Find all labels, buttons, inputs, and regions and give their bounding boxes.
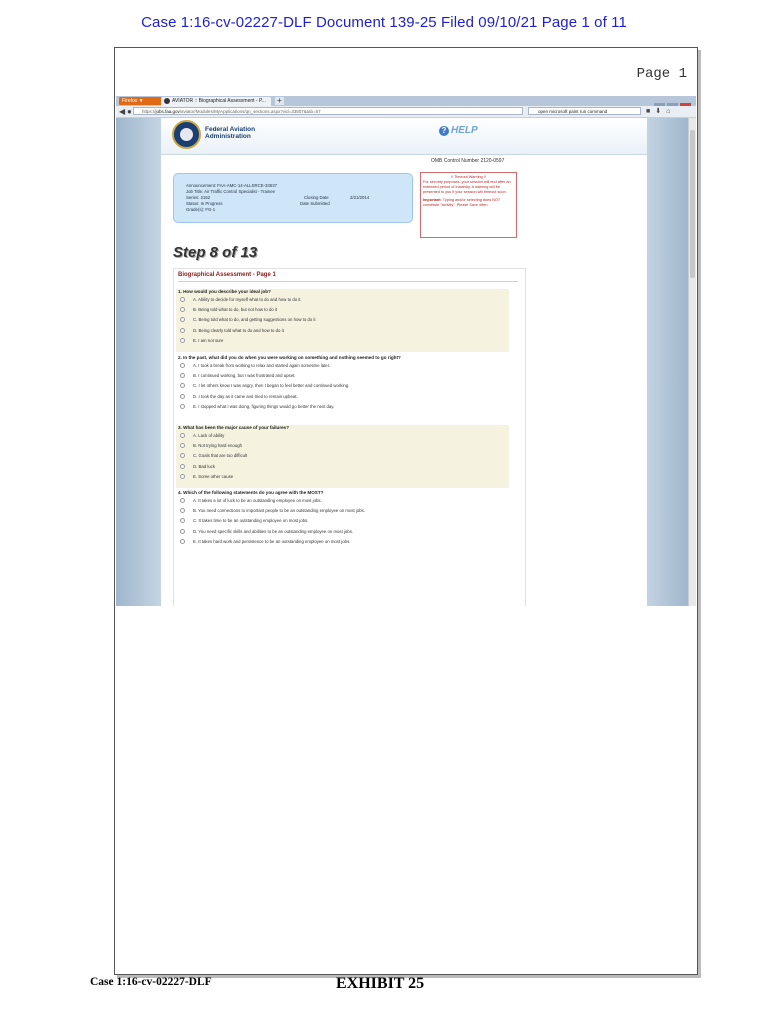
question-4 (176, 490, 509, 553)
radio-button[interactable] (180, 363, 185, 368)
help-icon: ? (439, 126, 449, 136)
help-button[interactable] (439, 125, 478, 136)
page-frame (114, 47, 698, 975)
question-text: 3. What has been the major cause of your failures? (178, 425, 290, 430)
option-4a[interactable] (178, 496, 507, 506)
radio-button[interactable] (180, 307, 185, 312)
agency-name (205, 126, 255, 140)
option-2d[interactable] (178, 392, 507, 402)
option-label: B. I continued working, but I was frustrated and upset. (193, 373, 296, 379)
radio-button[interactable] (180, 464, 185, 469)
radio-button[interactable] (180, 383, 185, 388)
question-3 (176, 425, 509, 488)
question-1 (176, 289, 509, 352)
option-label: D. Bad luck (193, 463, 215, 469)
section-divider (178, 281, 518, 282)
option-2a[interactable] (178, 361, 507, 371)
radio-button[interactable] (180, 433, 185, 438)
option-label: C. It takes time to be an outstanding employee on most jobs. (193, 518, 309, 524)
warning-important-label: Important: (423, 198, 442, 202)
option-label: B. You need connections to important people to be an outstanding employee on most jobs. (193, 508, 365, 514)
faa-seal-logo (172, 120, 201, 149)
radio-button[interactable] (180, 529, 185, 534)
option-4e[interactable] (178, 537, 507, 547)
grade-text: Grade(s): FG-1 (186, 207, 216, 212)
series-text: Series: 2152 (186, 195, 211, 200)
step-heading: Step 8 of 13 (173, 244, 258, 261)
radio-button[interactable] (180, 453, 185, 458)
search-input[interactable]: open microsoft paint run command (528, 107, 641, 115)
option-label: C. I let others know I was angry, then I began to feel better and continued working. (193, 383, 350, 389)
option-2b[interactable] (178, 371, 507, 381)
option-2e[interactable] (178, 402, 507, 412)
option-label: E. It takes hard work and persistence to be an outstanding employee on most jobs. (193, 538, 351, 544)
option-3a[interactable] (178, 431, 507, 441)
section-title: Biographical Assessment - Page 1 (178, 272, 276, 278)
option-4d[interactable] (178, 527, 507, 537)
agency-line-2: Administration (205, 133, 251, 140)
url-prefix: https:// (142, 109, 156, 114)
url-path: /aviator/Modules/MyApplications/qn_sections.aspx?vid=33507&tab=57 (179, 109, 321, 114)
option-label: A. Lack of ability (193, 433, 225, 438)
warning-title: !! Timeout Warning !! (451, 175, 486, 179)
option-1c[interactable] (178, 315, 507, 325)
browser-screenshot (116, 96, 696, 606)
option-label: D. You need specific skills and abilities to be an outstanding employee on most jobs. (193, 528, 354, 534)
option-1d[interactable] (178, 326, 507, 336)
option-1b[interactable] (178, 305, 507, 315)
question-panel (173, 268, 526, 606)
bookmark-icon[interactable]: ■ (646, 108, 656, 115)
option-3b[interactable] (178, 441, 507, 451)
closing-date-label: Closing Date (304, 195, 329, 200)
address-bar[interactable] (133, 107, 523, 115)
option-3c[interactable] (178, 451, 507, 461)
question-text: 1. How would you describe your ideal job? (178, 289, 271, 294)
announcement-text: Announcement: FAA-AMC-14-ALLSRCE-33537 (186, 183, 277, 188)
radio-button[interactable] (180, 518, 185, 523)
radio-button[interactable] (180, 404, 185, 409)
radio-button[interactable] (180, 474, 185, 479)
omb-number: OMB Control Number 2120-0597 (431, 158, 505, 164)
option-2c[interactable] (178, 381, 507, 391)
option-3d[interactable] (178, 462, 507, 472)
radio-button[interactable] (180, 498, 185, 503)
date-submitted-label: Date Submitted (300, 201, 330, 206)
help-label: HELP (451, 125, 478, 136)
radio-button[interactable] (180, 508, 185, 513)
option-4b[interactable] (178, 506, 507, 516)
footer-case-number: Case 1:16-cv-02227-DLF (90, 976, 212, 988)
page-label: Page 1 (636, 66, 687, 82)
window-controls (652, 97, 692, 104)
option-1e[interactable] (178, 336, 507, 346)
page-content (161, 118, 647, 606)
toolbar-icons (646, 107, 675, 115)
radio-button[interactable] (180, 297, 185, 302)
radio-button[interactable] (180, 328, 185, 333)
warning-important-text: Typing and/or selecting does NOT constitute "activity". Please Save often. (423, 198, 501, 207)
option-label: C. Goals that are too difficult (193, 453, 248, 459)
favicon-icon (164, 98, 170, 104)
document-header: Case 1:16-cv-02227-DLF Document 139-25 Filed 09/10/21 Page 1 of 11 (141, 14, 627, 31)
option-4c[interactable] (178, 516, 507, 526)
option-label: D. I took the day as it came and tried to remain upbeat. (193, 393, 298, 399)
option-1a[interactable] (178, 295, 507, 305)
download-icon[interactable]: ⬇ (655, 108, 667, 115)
status-text: Status: In Progress (186, 201, 223, 206)
option-label: E. I am not sure (193, 337, 224, 343)
firefox-menu-button[interactable]: Firefox ▼ (119, 97, 162, 105)
vertical-scrollbar[interactable] (688, 118, 696, 606)
announcement-info-box (173, 173, 413, 223)
nav-bar (116, 106, 696, 118)
option-label: C. Being told what to do, and getting suggestions on how to do it (193, 317, 316, 323)
question-text: 4. Which of the following statements do you agree with the MOST? (178, 490, 324, 495)
page-viewport (116, 118, 689, 606)
back-arrow-icon[interactable]: ◀ (119, 107, 126, 116)
radio-button[interactable] (180, 443, 185, 448)
radio-button[interactable] (180, 373, 185, 378)
option-label: A. Ability to decide for myself what to do and how to do it (193, 297, 301, 302)
option-label: A. I took a break from working to relax and started again sometime later. (193, 363, 331, 368)
warning-body: For security purposes, your session will end after an extended period of inactivity. A warning will be presented to you if your session will timeout soon. (423, 180, 511, 194)
option-label: B. Not trying hard enough (193, 443, 242, 449)
option-label: B. Being told what to do, but not how to do it (193, 307, 278, 313)
site-banner (161, 118, 647, 155)
home-icon[interactable]: ⌂ (666, 108, 676, 115)
url-domain: jobs.faa.gov (155, 109, 180, 114)
lock-icon: ● (127, 107, 132, 116)
question-text: 2. In the past, what did you do when you were working on something and nothing seemed to go right? (178, 355, 401, 360)
option-label: A. It takes a lot of luck to be an outstanding employee on most jobs. (193, 498, 322, 503)
footer-exhibit-label: EXHIBIT 25 (336, 975, 425, 992)
radio-button[interactable] (180, 338, 185, 343)
agency-line-1: Federal Aviation (205, 126, 256, 133)
radio-button[interactable] (180, 539, 185, 544)
question-2 (176, 355, 509, 422)
option-3e[interactable] (178, 472, 507, 482)
scrollbar-thumb[interactable] (690, 130, 695, 278)
option-label: D. Being clearly told what to do and how to do it (193, 327, 284, 333)
tab-bar (116, 96, 696, 106)
option-label: E. Some other cause (193, 473, 234, 479)
radio-button[interactable] (180, 317, 185, 322)
closing-date-value: 2/21/2014 (350, 195, 370, 200)
job-title-text: Job Title: Air Traffic Control Specialist - Trainee (186, 189, 275, 194)
timeout-warning-box (420, 172, 517, 238)
radio-button[interactable] (180, 394, 185, 399)
tab-aviator[interactable] (161, 97, 271, 106)
new-tab-button[interactable]: + (275, 97, 284, 105)
tab-title: AVIATOR :: Biographical Assessment - P... (172, 98, 266, 104)
option-label: E. I stopped what I was doing, figuring things would go better the next day. (193, 403, 335, 409)
